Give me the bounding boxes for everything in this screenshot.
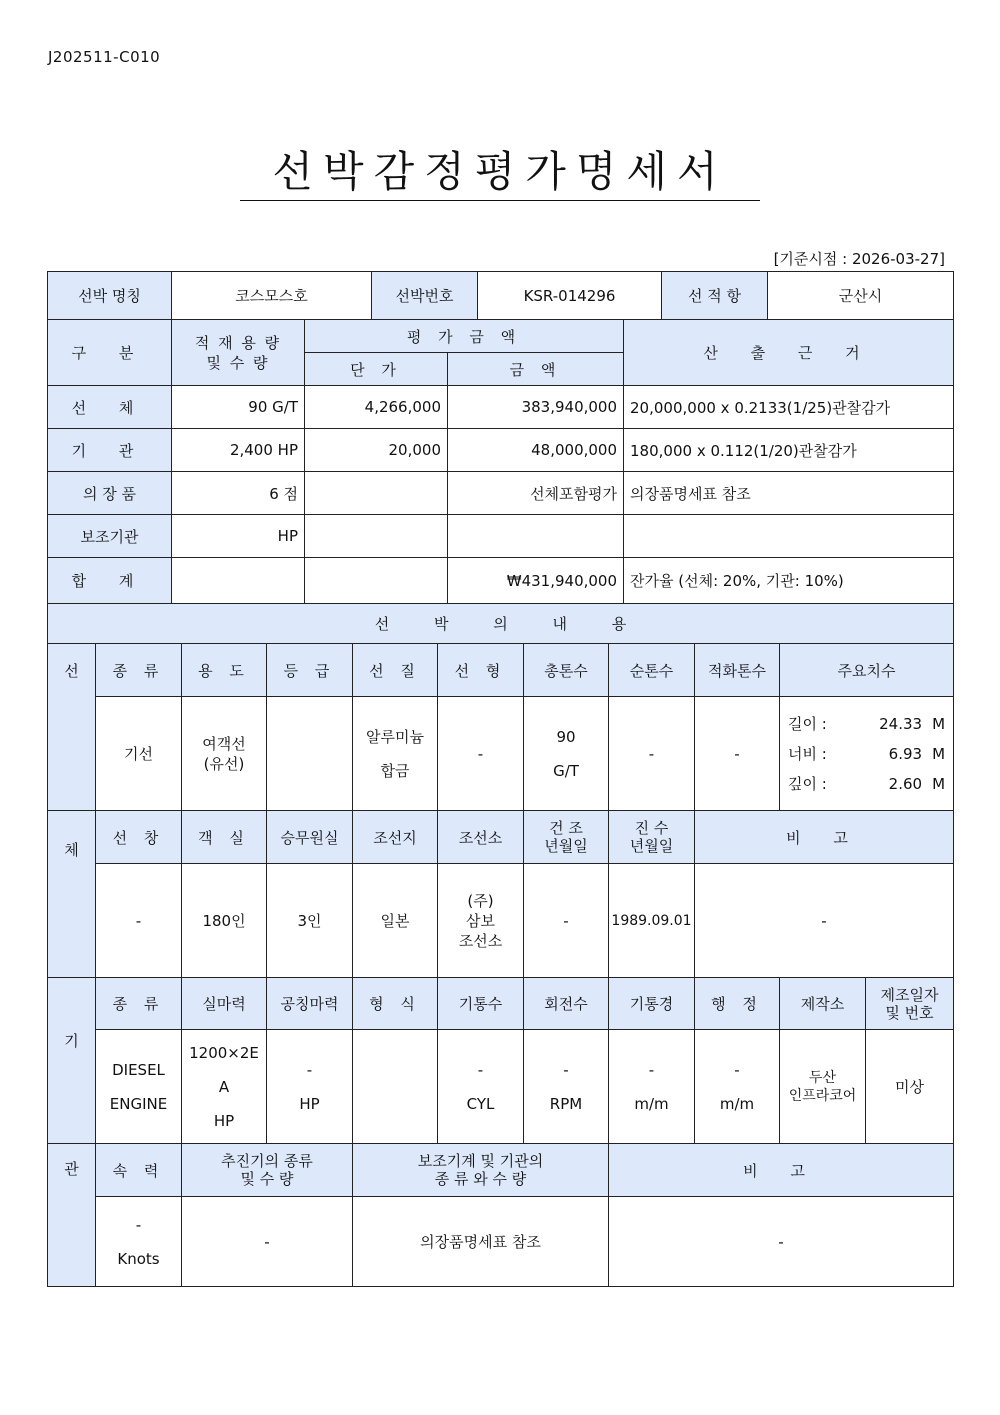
engine-header-mfg [866, 978, 954, 1030]
hull-net-tonnage: - [609, 697, 695, 811]
reference-date: [기준시점 : 2026-03-27] [773, 250, 945, 268]
capacity-cell: 2,400 HP [172, 429, 305, 472]
hull-header-hold: 선 창 [96, 811, 182, 864]
engine-header-cylinders: 기통수 [438, 978, 524, 1030]
capacity-header-line2: 및 수 량 [206, 353, 270, 372]
engine-cylinders [438, 1030, 524, 1144]
engine-actual-power [182, 1030, 267, 1144]
launch-header-line1: 진 수 [634, 819, 669, 837]
hull-crew: 3인 [267, 864, 353, 978]
row-label: 합 계 [48, 558, 172, 604]
dimension-label: 깊이 : [788, 774, 827, 793]
hull-built-date: - [524, 864, 609, 978]
title-block [240, 148, 760, 201]
valuation-table [47, 319, 954, 604]
power-line2: A [218, 1077, 230, 1096]
engine-label-bottom: 관 [48, 1144, 96, 1287]
launch-header-line2: 년월일 [629, 837, 674, 855]
row-label: 의 장 품 [48, 472, 172, 515]
vessel-id-table [47, 271, 954, 320]
hull-header-use: 용 도 [182, 644, 267, 697]
speed-line2: Knots [117, 1249, 160, 1268]
dimension-value: 2.60 [888, 774, 923, 793]
hull-label-top: 선 [48, 644, 96, 811]
engine-rpm [524, 1030, 609, 1144]
engine-header-actual-power: 실마력 [182, 978, 267, 1030]
gross-tonnage-unit: G/T [553, 761, 579, 780]
yard-line1: (주) [467, 891, 494, 910]
dimension-width [784, 739, 949, 769]
engine-header-maker: 제작소 [780, 978, 866, 1030]
category-header: 구 분 [48, 320, 172, 386]
basis-cell: 20,000,000 x 0.2133(1/25)관찰감가 [624, 386, 954, 429]
engine-maker [780, 1030, 866, 1144]
hull-header-crew: 승무원실 [267, 811, 353, 864]
basis-cell: 의장품명세표 참조 [624, 472, 954, 515]
port-label: 선 적 항 [662, 272, 768, 320]
hull-header-gross-tonnage: 총톤수 [524, 644, 609, 697]
unit-price-cell: 4,266,000 [305, 386, 448, 429]
aux-header-line2: 종 류 와 수 량 [434, 1170, 527, 1188]
bore-line2: m/m [634, 1094, 669, 1113]
hull-launch-date: 1989.09.01 [609, 864, 695, 978]
amount-cell: 선체포함평가 [448, 472, 624, 515]
hull-header-dimensions: 주요치수 [780, 644, 954, 697]
maker-line2: 인프라코어 [788, 1087, 857, 1104]
hull-gross-tonnage [524, 697, 609, 811]
hull-header-grade: 등 급 [267, 644, 353, 697]
dimension-label: 길이 : [788, 714, 827, 733]
total-amount-cell: ₩431,940,000 [448, 558, 624, 604]
engine-header-remarks: 비 고 [609, 1144, 954, 1197]
row-label: 기 관 [48, 429, 172, 472]
engine-speed [96, 1197, 182, 1287]
hull-use-line2: (유선) [203, 754, 245, 773]
engine-type-line1: DIESEL [112, 1060, 165, 1079]
capacity-cell: HP [172, 515, 305, 558]
hull-header-cabin: 객 실 [182, 811, 267, 864]
capacity-cell: 90 G/T [172, 386, 305, 429]
engine-header-bore: 기통경 [609, 978, 695, 1030]
amount-cell: 48,000,000 [448, 429, 624, 472]
hull-header-net-tonnage: 순톤수 [609, 644, 695, 697]
hull-header-place: 조선지 [353, 811, 438, 864]
engine-propulsion: - [182, 1197, 353, 1287]
engine-nominal-power [267, 1030, 353, 1144]
bore-line1: - [648, 1060, 655, 1079]
table-row [48, 472, 954, 515]
cylinders-line2: CYL [466, 1094, 495, 1113]
hull-type: 기선 [96, 697, 182, 811]
hull-cargo-tonnage: - [695, 697, 780, 811]
built-header-line1: 건 조 [549, 819, 583, 837]
table-row [48, 515, 954, 558]
basis-header: 산 출 근 거 [624, 320, 954, 386]
amount-header: 금 액 [448, 353, 624, 386]
vessel-number: KSR-014296 [478, 272, 662, 320]
amount-group-header: 평 가 금 액 [305, 320, 624, 353]
vessel-name-label: 선박 명칭 [48, 272, 172, 320]
engine-header-aux [353, 1144, 609, 1197]
power-line1: 1200×2E [189, 1043, 259, 1062]
engine-header-rpm: 회전수 [524, 978, 609, 1030]
mfg-header-line2: 및 번호 [885, 1003, 934, 1022]
power-line3: HP [213, 1111, 235, 1130]
engine-bore [609, 1030, 695, 1144]
engine-label-top: 기 [48, 978, 96, 1144]
capacity-cell: 6 점 [172, 472, 305, 515]
engine-remarks: - [609, 1197, 954, 1287]
engine-header-propulsion [182, 1144, 353, 1197]
dimension-value: 24.33 [879, 714, 923, 733]
yard-line3: 조선소 [458, 931, 503, 950]
cylinders-line1: - [477, 1060, 484, 1079]
hull-cabin: 180인 [182, 864, 267, 978]
engine-header-form: 형 식 [353, 978, 438, 1030]
engine-type-line2: ENGINE [109, 1094, 168, 1113]
yard-line2: 삼보 [466, 911, 495, 930]
basis-cell [624, 515, 954, 558]
hull-material-line1: 알루미늄 [366, 727, 424, 746]
engine-header-speed: 속 력 [96, 1144, 182, 1197]
built-header-line2: 년월일 [544, 837, 588, 855]
engine-type [96, 1030, 182, 1144]
stroke-line2: m/m [719, 1094, 755, 1113]
dimension-label: 너비 : [788, 744, 827, 763]
hull-header-type: 종 류 [96, 644, 182, 697]
nominal-line2: HP [299, 1094, 320, 1113]
engine-mfg: 미상 [866, 1030, 954, 1144]
port-of-registry: 군산시 [768, 272, 954, 320]
basis-cell: 180,000 x 0.112(1/20)관찰감가 [624, 429, 954, 472]
hull-header-cargo-tonnage: 적화톤수 [695, 644, 780, 697]
hull-material [353, 697, 438, 811]
amount-cell: 383,940,000 [448, 386, 624, 429]
propulsion-header-line1: 추진기의 종류 [221, 1152, 313, 1170]
dimension-unit: M [932, 774, 946, 793]
document-id: J202511-C010 [48, 48, 161, 66]
unit-price-header: 단 가 [305, 353, 448, 386]
contents-header: 선 박 의 내 용 [48, 604, 954, 644]
maker-line1: 두산 [808, 1069, 837, 1086]
hull-yard [438, 864, 524, 978]
row-label: 보조기관 [48, 515, 172, 558]
vessel-contents-table [47, 603, 954, 1287]
hull-header-material: 선 질 [353, 644, 438, 697]
dimension-depth [784, 769, 949, 799]
stroke-line1: - [734, 1060, 740, 1079]
hull-grade [267, 697, 353, 811]
table-row [48, 429, 954, 472]
basis-cell: 잔가율 (선체: 20%, 기관: 10%) [624, 558, 954, 604]
hull-use [182, 697, 267, 811]
unit-price-cell [305, 558, 448, 604]
amount-cell [448, 515, 624, 558]
hull-header-remarks: 비 고 [695, 811, 954, 864]
vessel-number-label: 선박번호 [372, 272, 478, 320]
hull-shape: - [438, 697, 524, 811]
engine-header-nominal-power: 공칭마력 [267, 978, 353, 1030]
unit-price-cell: 20,000 [305, 429, 448, 472]
engine-stroke [695, 1030, 780, 1144]
capacity-header [172, 320, 305, 386]
capacity-header-line1: 적 재 용 량 [194, 333, 282, 352]
dimension-value: 6.93 [888, 744, 923, 763]
hull-dimensions [780, 697, 954, 811]
vessel-name: 코스모스호 [172, 272, 372, 320]
dimension-length [784, 709, 949, 739]
hull-header-yard: 조선소 [438, 811, 524, 864]
rpm-line2: RPM [549, 1094, 583, 1113]
engine-header-type: 종 류 [96, 978, 182, 1030]
capacity-cell [172, 558, 305, 604]
dimension-unit: M [932, 714, 946, 733]
speed-line1: - [135, 1215, 142, 1234]
engine-aux: 의장품명세표 참조 [353, 1197, 609, 1287]
table-row [48, 386, 954, 429]
hull-hold: - [96, 864, 182, 978]
rpm-line1: - [563, 1060, 569, 1079]
hull-header-shape: 선 형 [438, 644, 524, 697]
row-label: 선 체 [48, 386, 172, 429]
total-row [48, 558, 954, 604]
unit-price-cell [305, 515, 448, 558]
engine-form [353, 1030, 438, 1144]
hull-use-line1: 여객선 [202, 734, 246, 753]
unit-price-cell [305, 472, 448, 515]
hull-remarks: - [695, 864, 954, 978]
hull-label-bottom: 체 [48, 811, 96, 978]
mfg-header-line1: 제조일자 [880, 985, 939, 1004]
aux-header-line1: 보조기계 및 기관의 [417, 1152, 544, 1170]
nominal-line1: - [306, 1060, 313, 1079]
hull-header-built [524, 811, 609, 864]
propulsion-header-line2: 및 수 량 [240, 1170, 294, 1188]
gross-tonnage-value: 90 [556, 727, 576, 746]
page-title: 선박감정평가명세서 [272, 147, 728, 196]
engine-header-stroke: 행 정 [695, 978, 780, 1030]
hull-material-line2: 합금 [380, 761, 410, 780]
hull-build-place: 일본 [353, 864, 438, 978]
dimension-unit: M [932, 744, 946, 763]
hull-header-launched [609, 811, 695, 864]
